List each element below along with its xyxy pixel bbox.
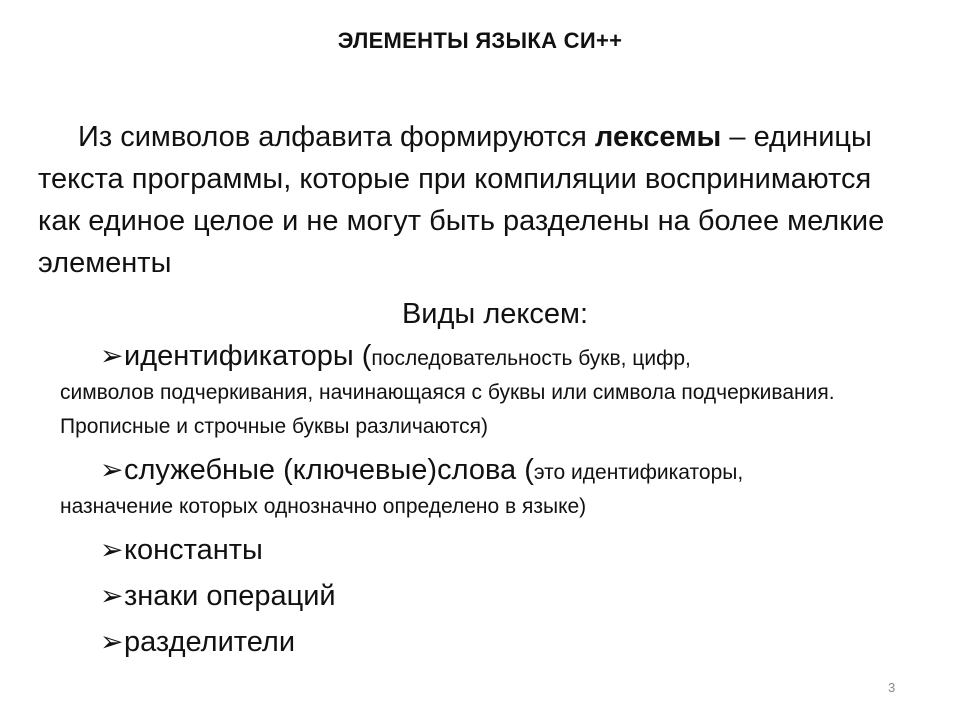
bullet-continuation: назначение которых однозначно определено в языке) bbox=[60, 495, 587, 518]
subheading: Виды лексем: bbox=[401, 298, 589, 330]
page-number: 3 bbox=[888, 680, 896, 695]
list-item bbox=[60, 622, 930, 662]
list-item bbox=[60, 450, 930, 524]
list-item bbox=[60, 336, 930, 444]
intro-paragraph bbox=[38, 116, 918, 284]
bullet-description: последовательность букв, цифр, bbox=[371, 347, 691, 370]
bullet-description: это идентификаторы, bbox=[533, 461, 744, 484]
intro-bold-term: лексемы bbox=[594, 121, 722, 153]
slide-title: ЭЛЕМЕНТЫ ЯЗЫКА СИ++ bbox=[337, 28, 623, 53]
intro-text-end: – единицы текста программы, которые при компиляции воспринимаются как единое целое и не могут быть разделены на более мелкие элементы bbox=[38, 121, 885, 279]
bullet-list bbox=[60, 336, 930, 668]
arrow-bullet-icon: ➢ bbox=[100, 534, 124, 565]
arrow-bullet-icon: ➢ bbox=[100, 340, 124, 371]
bullet-continuation: символов подчеркивания, начинающаяся с буквы или символа подчеркивания. Прописные и строчные буквы различаются) bbox=[60, 381, 835, 438]
list-item bbox=[60, 530, 930, 570]
bullet-term: константы bbox=[124, 534, 263, 566]
bullet-term: служебные (ключевые)слова ( bbox=[124, 454, 534, 486]
list-item bbox=[60, 576, 930, 616]
bullet-term: идентификаторы ( bbox=[124, 340, 372, 372]
bullet-term: разделители bbox=[124, 626, 296, 658]
arrow-bullet-icon: ➢ bbox=[100, 580, 124, 611]
arrow-bullet-icon: ➢ bbox=[100, 454, 124, 485]
arrow-bullet-icon: ➢ bbox=[100, 626, 124, 657]
bullet-term: знаки операций bbox=[124, 580, 336, 612]
intro-text-start: Из символов алфавита формируются bbox=[78, 121, 595, 153]
